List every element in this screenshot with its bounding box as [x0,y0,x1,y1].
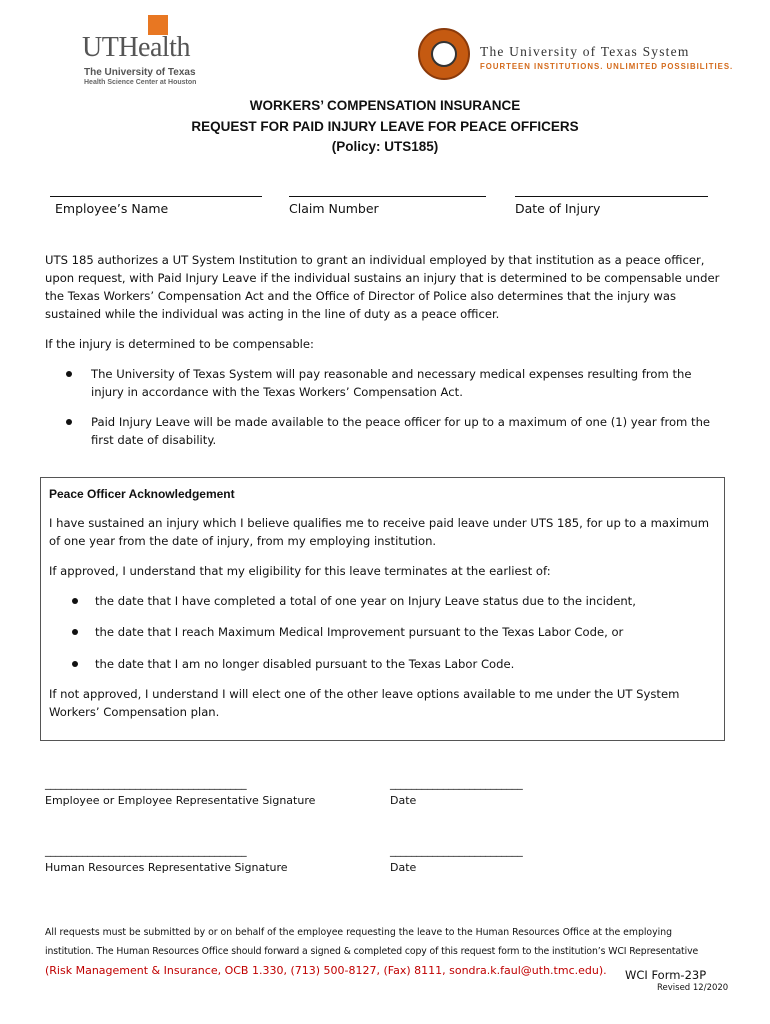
acknowledgement-bullet-2: the date that I reach Maximum Medical Improvement pursuant to the Texas Labor Code, or [95,625,624,639]
employee-name-field[interactable] [50,196,262,197]
ut-system-seal-icon [418,28,470,80]
bullet-icon [66,371,72,377]
bullet-icon [66,419,72,425]
bullet-icon [72,629,78,635]
revised-date: Revised 12/2020 [657,983,729,993]
ut-system-name: The University of Texas System [480,44,690,59]
form-title-policy: (Policy: UTS185) [331,139,439,154]
acknowledgement-paragraph2: If approved, I understand that my eligibility for this leave terminates at the earliest of: [49,564,551,578]
intro-lead: If the injury is determined to be compensable: [45,337,314,351]
date-of-injury-field[interactable] [515,196,708,197]
form-title-line1: WORKERS’ COMPENSATION INSURANCE [249,98,521,113]
hr-date-field[interactable]: _________________________ [390,844,523,857]
hr-date-label: Date [390,861,417,874]
hr-signature-field[interactable]: ______________________________________ [45,844,247,857]
footer-contact: (Risk Management & Insurance, OCB 1.330, (713) 500-8127, (Fax) 8111, sondra.k.faul@uth.tmc.edu). [45,964,607,977]
claim-number-label: Claim Number [289,201,379,216]
intro-bullet-1: The University of Texas System will pay reasonable and necessary medical expenses resulting from the injury in accordance with the Texas Workers’ Compensation Act. [91,367,692,399]
acknowledgement-heading: Peace Officer Acknowledgement [49,487,235,501]
acknowledgement-paragraph1: I have sustained an injury which I believe qualifies me to receive paid leave under UTS 185, for up to a maximum of one year from the date of injury, from my employing institution. [49,516,710,548]
acknowledgement-bullet-3: the date that I am no longer disabled pursuant to the Texas Labor Code. [95,657,515,671]
form-title-line2: REQUEST FOR PAID INJURY LEAVE FOR PEACE OFFICERS [191,119,579,134]
acknowledgement-bullet-1: the date that I have completed a total of one year on Injury Leave status due to the incident, [95,594,636,608]
date-of-injury-label: Date of Injury [515,201,601,216]
claim-number-field[interactable] [289,196,486,197]
acknowledgement-paragraph3: If not approved, I understand I will elect one of the other leave options available to me under the UT System Workers’ Compensation plan. [49,687,680,719]
uthealth-logo-line1: The University of Texas [84,67,196,78]
footer-line2: institution. The Human Resources Office should forward a signed & completed copy of this request form to the institution’s WCI Representative [45,946,699,957]
footer-line1: All requests must be submitted by or on behalf of the employee requesting the leave to the Human Resources Office at the employing [45,927,672,938]
hr-signature-label: Human Resources Representative Signature [45,861,288,874]
intro-bullet-2: Paid Injury Leave will be made available to the peace officer for up to a maximum of one (1) year from the first date of disability. [91,415,711,447]
ut-system-tagline: FOURTEEN INSTITUTIONS. UNLIMITED POSSIBILITIES. [480,62,734,71]
employee-signature-field[interactable]: ______________________________________ [45,777,247,790]
bullet-icon [72,661,78,667]
employee-name-label: Employee’s Name [55,201,169,216]
bullet-icon [72,598,78,604]
uthealth-logo-line2: Health Science Center at Houston [84,79,197,86]
employee-date-field[interactable]: _________________________ [390,777,523,790]
intro-paragraph: UTS 185 authorizes a UT System Institution to grant an individual employed by that institution as a peace officer, upon request, with Paid Injury Leave if the individual sustains an injury that is determined to be compensable under the Texas Workers’ Compensation Act and the Office of Director of Police also determines that the injury was sustained while the individual was acting in the line of duty as a peace officer. [45,253,720,321]
employee-date-label: Date [390,794,417,807]
uthealth-logo-name: UTHealth [82,32,190,63]
employee-signature-label: Employee or Employee Representative Signature [45,794,316,807]
form-id: WCI Form-23P [625,968,707,982]
